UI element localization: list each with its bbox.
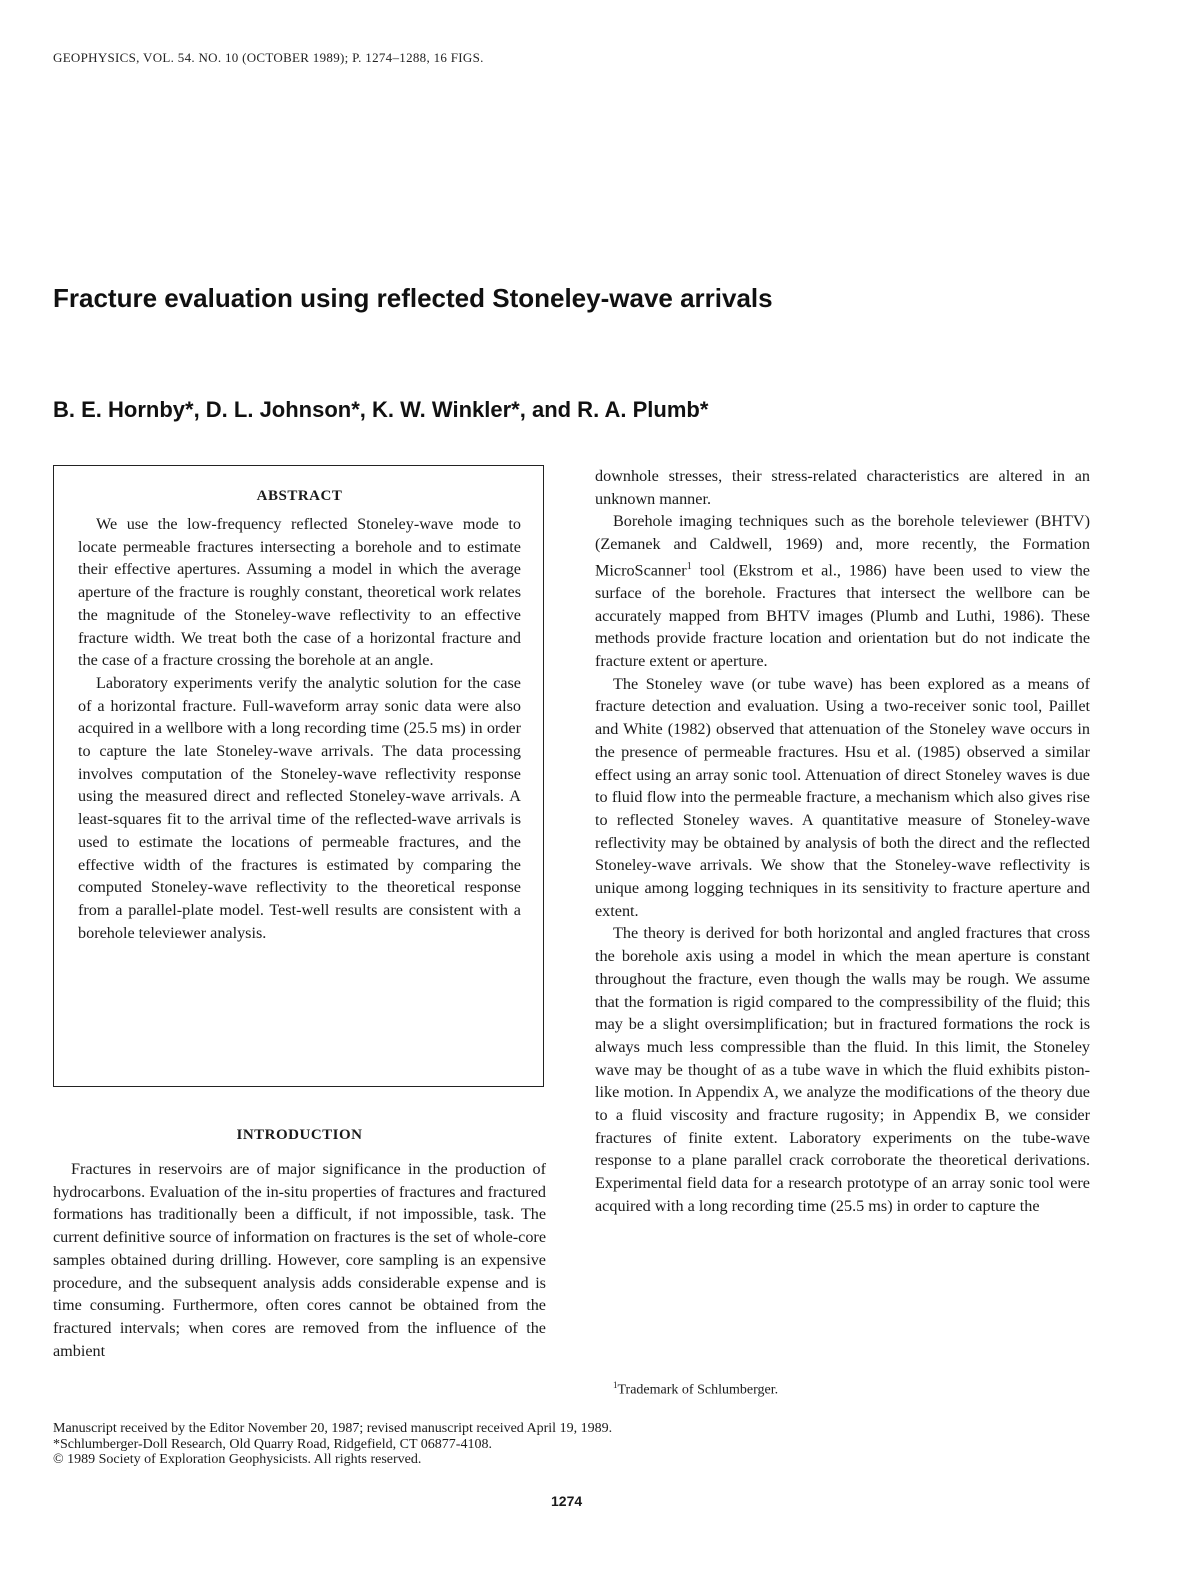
page-number: 1274 <box>551 1493 583 1509</box>
introduction-section <box>53 1127 546 1362</box>
footnote-reference: 1 <box>686 560 692 572</box>
introduction-paragraph: Fractures in reservoirs are of major significance in the production of hydrocarbons. Evaluation of the in-situ properties of fractures and fractured formations has traditionally been a difficult, if not impossible, task. The current definitive source of information on fractures is the set of whole-core samples obtained during drilling. However, core sampling is an expensive procedure, and the subsequent analysis adds considerable expense and is time consuming. Furthermore, often cores cannot be obtained from the fractured intervals; when cores are removed from the influence of the ambient <box>53 1160 546 1360</box>
author-list: B. E. Hornby*, D. L. Johnson*, K. W. Winkler*, and R. A. Plumb* <box>53 397 709 422</box>
manuscript-received: Manuscript received by the Editor November 20, 1987; revised manuscript received April 19, 1989. <box>53 1421 613 1436</box>
author-affiliation: *Schlumberger-Doll Research, Old Quarry Road, Ridgefield, CT 06877-4108. <box>53 1436 492 1452</box>
abstract-paragraph: Laboratory experiments verify the analytic solution for the case of a horizontal fracture. Full-waveform array sonic data were also acquired in a wellbore with a long recording time (25.5 ms) in order to capture the late Stoneley-wave arrivals. The data processing involves computation of the Stoneley-wave reflectivity response using the measured direct and reflected Stoneley-wave arrivals. A least-squares fit to the arrival time of the reflected-wave arrivals is used to estimate the locations of permeable fractures, and the effective width of the fractures is estimated by comparing the computed Stoneley-wave reflectivity to the theoretical response from a parallel-plate model. Test-well results are consistent with a borehole televiewer analysis. <box>78 673 521 942</box>
body-paragraph-imaging <box>595 510 1090 672</box>
body-paragraph-theory: The theory is derived for both horizontal and angled fractures that cross the borehole axis using a model in which the mean aperture is constant throughout the fracture, even though the walls may be rough. We assume that the formation is rigid compared to the compressibility of the fluid; this may be a slight oversimplification; but in fractured formations the rock is always much less compressible than the fluid. In this limit, the Stoneley wave may be thought of as a tube wave in which the fluid exhibits piston-like motion. In Appendix A, we analyze the modifications of the theory due to a fluid viscosity and fracture rugosity; in Appendix B, we consider fractures of finite extent. Laboratory experiments on the tube-wave response to a plane parallel crack corroborate the theoretical derivations. Experimental field data for a research prototype of an array sonic tool were acquired with a long recording time (25.5 ms) in order to capture the <box>595 924 1090 1215</box>
body-paragraph-continuation: downhole stresses, their stress-related characteristics are altered in an unknown manner. <box>595 467 1090 508</box>
body-paragraph-stoneley: The Stoneley wave (or tube wave) has been explored as a means of fracture detection and evaluation. Using a two-receiver sonic tool, Paillet and White (1982) observed that attenuation of the Stoneley wave occurs in the presence of permeable fractures. Hsu et al. (1985) observed a similar effect using an array sonic tool. Attenuation of direct Stoneley waves is due to fluid flow into the permeable fracture, a mechanism which also gives rise to reflected Stoneley waves. A quantitative measure of Stoneley-wave reflectivity may be obtained by analysis of both the direct and the reflected Stoneley-wave arrivals. We show that the Stoneley-wave reflectivity is unique among logging techniques in its sensitivity to fracture aperture and extent. <box>595 674 1090 920</box>
manuscript-notes <box>53 1421 612 1468</box>
footnote <box>613 1380 778 1399</box>
introduction-heading: INTRODUCTION <box>236 1127 363 1143</box>
abstract-paragraph: We use the low-frequency reflected Stoneley-wave mode to locate permeable fractures intersecting a borehole and to estimate their effective apertures. Assuming a model in which the average aperture of the fracture is roughly constant, theoretical work relates the magnitude of the Stoneley-wave reflectivity to an effective fracture width. We treat both the case of a horizontal fracture and the case of a fracture crossing the borehole at an angle. <box>78 515 521 670</box>
imaging-text-start: Borehole imaging techniques such as the borehole televiewer (BHTV) (Zemanek and Caldwell, 1969) and, more recently, the Formation MicroScanner <box>595 512 1090 580</box>
abstract-box <box>53 465 544 1087</box>
footnote-mark: 1 <box>613 1380 618 1390</box>
right-column <box>595 465 1090 1218</box>
journal-citation: GEOPHYSICS, VOL. 54. NO. 10 (OCTOBER 1989); P. 1274–1288, 16 FIGS. <box>53 50 484 65</box>
imaging-text-end: tool (Ekstrom et al., 1986) have been used to view the surface of the borehole. Fractures that intersect the wellbore can be accurately mapped from BHTV images (Plumb and Luthi, 1986). These methods provide fracture location and orientation but do not indicate the fracture extent or aperture. <box>595 561 1090 671</box>
copyright-notice: © 1989 Society of Exploration Geophysicists. All rights reserved. <box>53 1452 422 1467</box>
abstract-heading: ABSTRACT <box>256 488 343 504</box>
paper-title: Fracture evaluation using reflected Stoneley-wave arrivals <box>53 283 773 313</box>
footnote-text: Trademark of Schlumberger. <box>617 1382 779 1398</box>
